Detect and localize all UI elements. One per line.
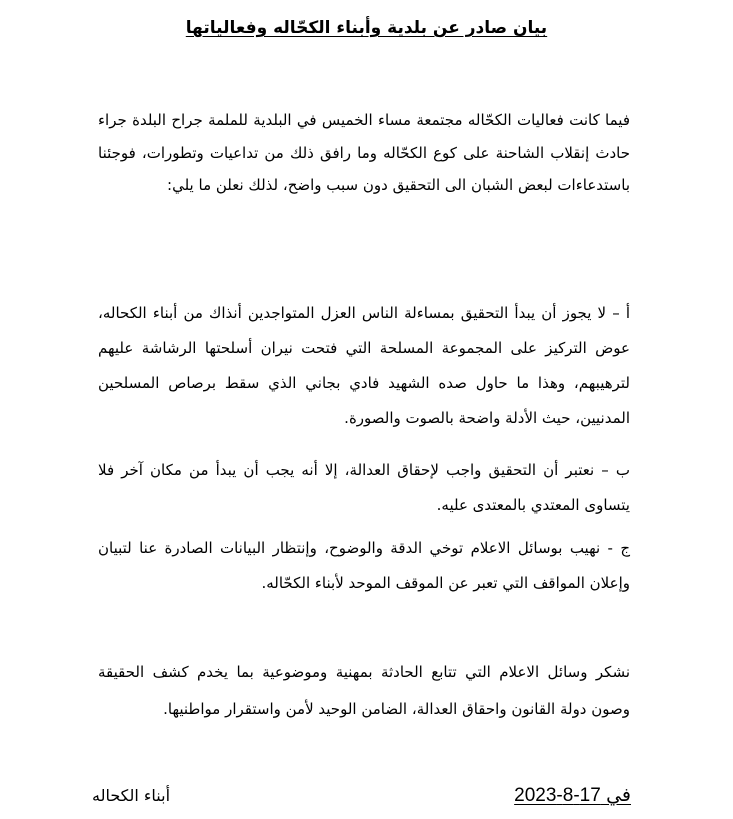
signature: أبناء الكحاله (92, 786, 171, 805)
statement-title: بيان صادر عن بلدية وأبناء الكحّاله وفعالياتها (185, 18, 548, 38)
point-a-paragraph: أ – لا يجوز أن يبدأ التحقيق بمساءلة الناس العزل المتواجدين أنذاك من أبناء الكحاله، عوض التركيز على المجموعة المسلحة التي فتحت نيران أسلحتها الرشاشة عليهم لترهيبهم، وهذا ما حاول صده الشهيد فادي بجاني الذي سقط برصاص المسلحين المدنيين، حيث الأدلة واضحة بالصوت والصورة. (98, 304, 630, 427)
intro-paragraph: فيما كانت فعاليات الكحّاله مجتمعة مساء الخميس في البلدية للملمة جراح البلدة جراء حادث إنقلاب الشاحنة على كوع الكحّاله وما رافق ذلك من تداعيات وتطورات، فوجئنا باستدعاءات لبعض الشبان الى التحقيق دون سبب واضح، لذلك نعلن ما يلي: (98, 111, 630, 194)
thanks-paragraph: نشكر وسائل الاعلام التي تتابع الحادثة بمهنية وموضوعية بما يخدم كشف الحقيقة وصون دولة القانون واحقاق العدالة، الضامن الوحيد لأمن واستقرار مواطنيها. (98, 663, 630, 718)
point-b-paragraph: ب – نعتبر أن التحقيق واجب لإحقاق العدالة، إلا أنه يجب أن يبدأ من مكان آخر فلا يتساوى المعتدي بالمعتدى عليه. (98, 461, 630, 514)
point-c-paragraph: ج - نهيب بوسائل الاعلام توخي الدقة والوضوح، وإنتظار البيانات الصادرة عنا لتبيان وإعلان المواقف التي تعبر عن الموقف الموحد لأبناء الكحّاله. (98, 539, 630, 592)
statement-date: في 17-8-2023 (514, 785, 631, 806)
